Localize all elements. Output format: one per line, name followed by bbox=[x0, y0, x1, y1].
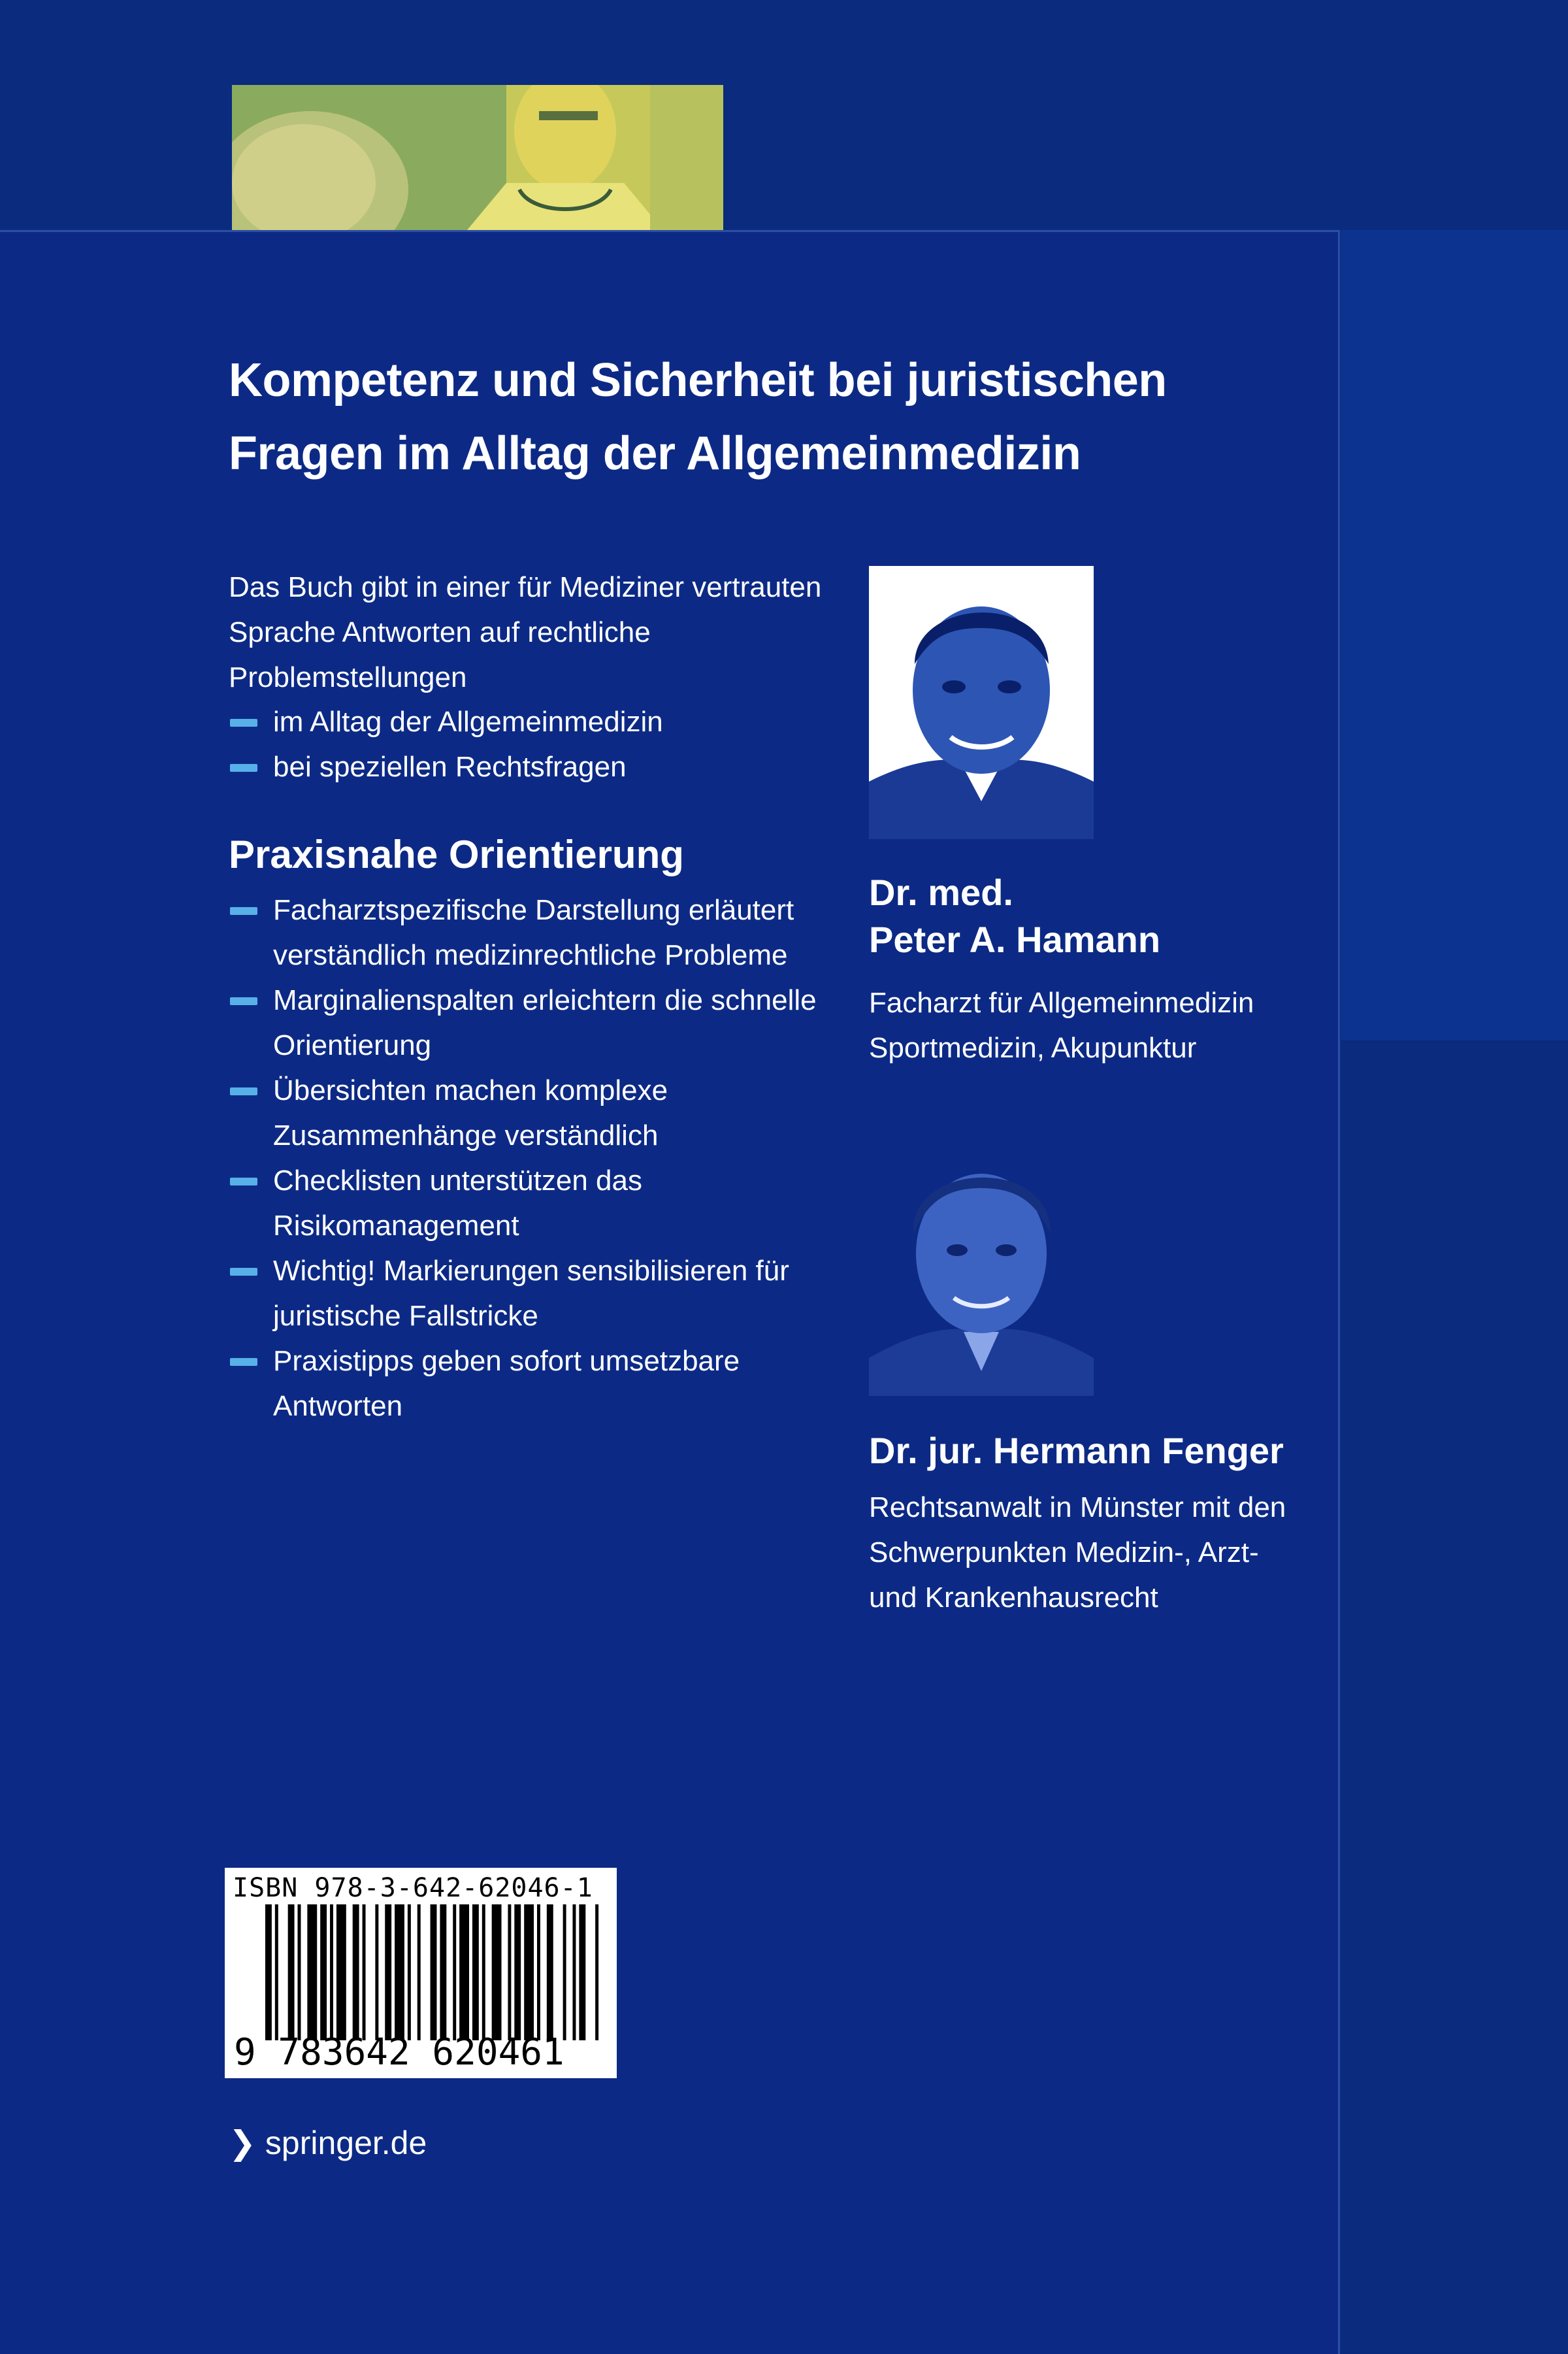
list-item-text: Facharztspezifische Darstellung erläutert bbox=[273, 894, 794, 926]
headline bbox=[229, 344, 1209, 490]
dash-bullet-icon bbox=[230, 1178, 257, 1185]
author-name-line: Peter A. Hamann bbox=[869, 919, 1161, 960]
dash-bullet-icon bbox=[230, 1358, 257, 1366]
list-item-text: Risikomanagement bbox=[273, 1210, 519, 1242]
barcode-bar bbox=[265, 1904, 272, 2040]
feature-bullet-list bbox=[229, 887, 849, 1429]
publisher-url: springer.de bbox=[265, 2125, 427, 2161]
list-item-text: Zusammenhänge verständlich bbox=[273, 1119, 659, 1152]
barcode-bar bbox=[482, 1904, 485, 2040]
barcode-bars bbox=[265, 1904, 605, 2040]
barcode-bar bbox=[508, 1904, 511, 2040]
list-item bbox=[229, 1338, 849, 1429]
dash-bullet-icon bbox=[230, 764, 257, 772]
dash-bullet-icon bbox=[230, 1268, 257, 1276]
barcode-bar bbox=[417, 1904, 421, 2040]
barcode-bar bbox=[431, 1904, 437, 2040]
chevron-right-icon: ❯ bbox=[229, 2125, 256, 2161]
list-item bbox=[229, 1158, 849, 1248]
headline-line: Kompetenz und Sicherheit bei juristischen bbox=[229, 354, 1167, 406]
barcode-bar bbox=[440, 1904, 446, 2040]
barcode-bar bbox=[320, 1904, 327, 2040]
barcode-bar bbox=[385, 1904, 391, 2040]
list-item-text: Marginalienspalten erleichtern die schnelle bbox=[273, 984, 817, 1016]
author-desc-fenger bbox=[869, 1485, 1286, 1620]
list-item-text: Checklisten unterstützen das bbox=[273, 1165, 642, 1197]
list-item-text: juristische Fallstricke bbox=[273, 1300, 538, 1332]
section-title: Praxisnahe Orientierung bbox=[229, 833, 684, 876]
headline-line: Fragen im Alltag der Allgemeinmedizin bbox=[229, 427, 1081, 480]
dash-bullet-icon bbox=[230, 1087, 257, 1095]
author-name-hamann bbox=[869, 869, 1160, 963]
barcode-bar bbox=[408, 1904, 411, 2040]
barcode-bar bbox=[336, 1904, 346, 2040]
author-name-line: Dr. med. bbox=[869, 872, 1013, 913]
author-desc-line: Schwerpunkten Medizin-, Arzt- bbox=[869, 1536, 1259, 1568]
intro-line: Problemstellungen bbox=[229, 661, 467, 693]
dash-bullet-icon bbox=[230, 719, 257, 727]
intro-text bbox=[229, 565, 849, 700]
doctor-patient-photo bbox=[232, 85, 723, 230]
barcode-bar bbox=[330, 1904, 333, 2040]
author-desc-line: Sportmedizin, Akupunktur bbox=[869, 1032, 1197, 1064]
list-item-text: Praxistipps geben sofort umsetzbare bbox=[273, 1345, 740, 1377]
list-item-text: Übersichten machen komplexe bbox=[273, 1074, 668, 1106]
barcode-bar bbox=[524, 1904, 534, 2040]
barcode-bar bbox=[579, 1904, 585, 2040]
list-item-text: Antworten bbox=[273, 1390, 403, 1422]
barcode-bar bbox=[298, 1904, 301, 2040]
isbn-barcode bbox=[225, 1868, 617, 2078]
author-desc-line: Facharzt für Allgemeinmedizin bbox=[869, 987, 1254, 1019]
author-name-line: Dr. jur. Hermann Fenger bbox=[869, 1430, 1284, 1471]
barcode-bar bbox=[472, 1904, 479, 2040]
list-item-text: bei speziellen Rechtsfragen bbox=[273, 751, 627, 783]
author-desc-hamann bbox=[869, 980, 1254, 1070]
barcode-bar bbox=[572, 1904, 576, 2040]
ean-digits: 9 783642 620461 bbox=[234, 2031, 564, 2074]
intro-bullet-list bbox=[229, 699, 849, 789]
barcode-bar bbox=[595, 1904, 598, 2040]
list-item bbox=[229, 978, 849, 1068]
barcode-bar bbox=[353, 1904, 359, 2040]
list-item-text: verständlich medizinrechtliche Probleme bbox=[273, 939, 788, 971]
barcode-bar bbox=[547, 1904, 553, 2040]
barcode-bar bbox=[363, 1904, 366, 2040]
barcode-bar bbox=[514, 1904, 521, 2040]
dash-bullet-icon bbox=[230, 997, 257, 1005]
dash-bullet-icon bbox=[230, 907, 257, 915]
list-item bbox=[229, 887, 849, 978]
barcode-bar bbox=[563, 1904, 566, 2040]
author-photo-fenger bbox=[869, 1123, 1094, 1396]
barcode-bar bbox=[395, 1904, 404, 2040]
barcode-bar bbox=[459, 1904, 469, 2040]
author-desc-line: Rechtsanwalt in Münster mit den bbox=[869, 1491, 1286, 1523]
list-item-text: im Alltag der Allgemeinmedizin bbox=[273, 706, 663, 738]
cover-side-strip bbox=[1341, 230, 1568, 1040]
author-name-fenger bbox=[869, 1427, 1284, 1474]
intro-line: Das Buch gibt in einer für Mediziner vertrauten bbox=[229, 571, 822, 603]
author-desc-line: und Krankenhausrecht bbox=[869, 1582, 1158, 1614]
barcode-bar bbox=[537, 1904, 540, 2040]
list-item bbox=[229, 744, 849, 789]
barcode-bar bbox=[307, 1904, 317, 2040]
barcode-bar bbox=[453, 1904, 456, 2040]
barcode-bar bbox=[492, 1904, 502, 2040]
barcode-bar bbox=[288, 1904, 295, 2040]
barcode-bar bbox=[275, 1904, 278, 2040]
author-photo-hamann bbox=[869, 566, 1094, 839]
list-item bbox=[229, 1248, 849, 1338]
list-item bbox=[229, 699, 849, 744]
list-item bbox=[229, 1068, 849, 1158]
isbn-label: ISBN 978-3-642-62046-1 bbox=[233, 1873, 593, 1903]
intro-line: Sprache Antworten auf rechtliche bbox=[229, 616, 651, 648]
publisher-link[interactable] bbox=[229, 2121, 427, 2164]
list-item-text: Orientierung bbox=[273, 1029, 432, 1061]
list-item-text: Wichtig! Markierungen sensibilisieren für bbox=[273, 1255, 789, 1287]
barcode-bar bbox=[375, 1904, 378, 2040]
